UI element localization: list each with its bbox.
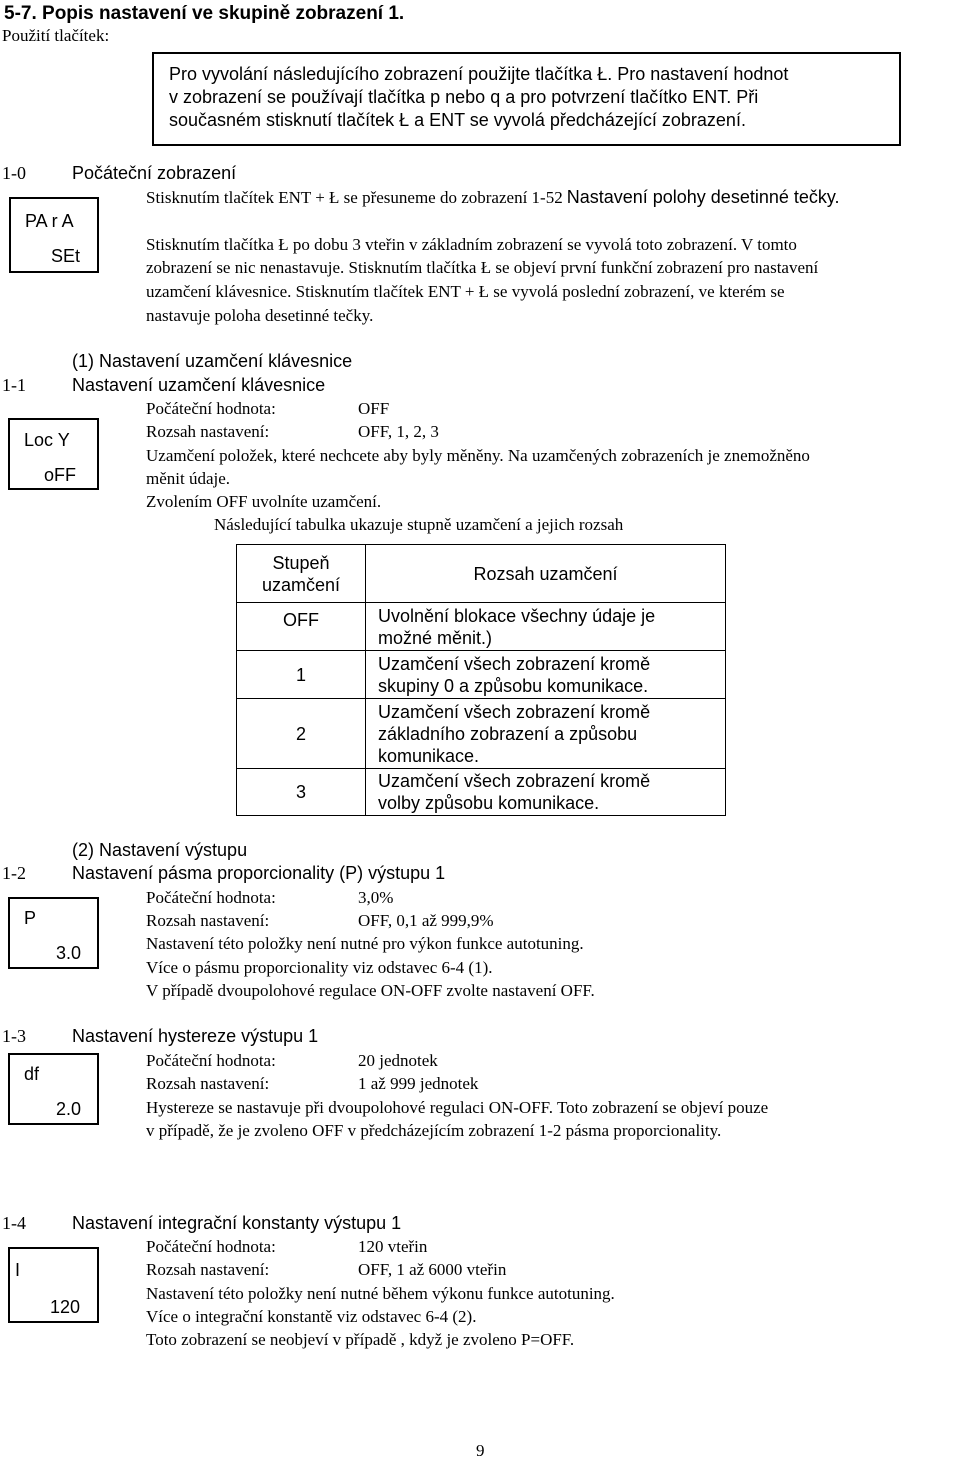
display-bottom: 120 [50, 1297, 81, 1317]
paragraph-line: Nastavení této položky není nutné během výkonu funkce autotuning. [146, 1284, 615, 1303]
section-title: Nastavení pásma proporcionality (P) výstupu 1 [72, 863, 446, 883]
range-line: Uzamčení všech zobrazení kromě [378, 653, 651, 674]
decimal-point-setting-ref: Nastavení polohy desetinné tečky. [566, 187, 840, 207]
header-level-line: uzamčení [261, 574, 341, 595]
display-bottom: 2.0 [56, 1099, 82, 1119]
range-line: Uzamčení všech zobrazení kromě [378, 771, 651, 791]
section-number: 1-1 [2, 375, 26, 395]
table-intro: Následující tabulka ukazuje stupně uzamčení a jejich rozsah [214, 515, 624, 534]
initial-value: 120 vteřin [358, 1237, 428, 1256]
enter-shortcut-text: Stisknutím tlačítek ENT + Ł se přesuneme do zobrazení 1-52 [146, 188, 563, 207]
range-line: skupiny 0 a způsobu komunikace. [378, 675, 649, 696]
paragraph-line: V případě dvoupolohové regulace ON-OFF zvolte nastavení OFF. [146, 981, 595, 1000]
paragraph-line: v případě, že je zvoleno OFF v předcházejícím zobrazení 1-2 pásma proporcionality. [146, 1121, 722, 1140]
level-value: 1 [295, 664, 306, 685]
paragraph-line: měnit údaje. [146, 469, 231, 488]
range-line: Uzamčení všech zobrazení kromě [378, 701, 651, 722]
display-top: PA r A [25, 211, 74, 231]
page-heading: 5-7. Popis nastavení ve skupině zobrazení 1. [4, 3, 405, 24]
header-range: Rozsah uzamčení [473, 563, 618, 584]
info-box [152, 52, 901, 146]
range-cell [366, 699, 726, 769]
level-value: OFF [283, 610, 319, 630]
range-line: Uvolnění blokace všechny údaje je [378, 605, 656, 626]
initial-value: 20 jednotek [358, 1051, 438, 1070]
level-cell [237, 603, 366, 651]
display-proportional-band [8, 897, 99, 969]
range-label: Rozsah nastavení: [146, 1074, 270, 1093]
section-title: Počáteční zobrazení [72, 163, 237, 183]
initial-value: 3,0% [358, 888, 394, 907]
section-number: 1-4 [2, 1213, 26, 1233]
display-bottom: SEt [51, 246, 81, 266]
display-hysteresis [8, 1053, 99, 1125]
initial-value-label: Počáteční hodnota: [146, 888, 276, 907]
level-value: 3 [295, 782, 306, 802]
display-top: Loc Y [24, 430, 70, 450]
level-cell [237, 699, 366, 769]
paragraph-line: uzamčení klávesnice. Stisknutím tlačítek ENT + Ł se vyvolá poslední zobrazení, ve kterém se [146, 282, 785, 301]
buttons-usage-label: Použití tlačítek: [2, 26, 110, 45]
section-title: Nastavení integrační konstanty výstupu 1 [72, 1213, 402, 1233]
group-title: (1) Nastavení uzamčení klávesnice [72, 351, 353, 371]
initial-value-label: Počáteční hodnota: [146, 1051, 276, 1070]
info-line: Pro vyvolání následujícího zobrazení použijte tlačítka Ł. Pro nastavení hodnot [169, 64, 789, 84]
display-top: df [24, 1064, 40, 1084]
initial-value: OFF [358, 399, 390, 418]
paragraph-line: Toto zobrazení se neobjeví v případě , když je zvoleno P=OFF. [146, 1330, 575, 1349]
initial-value-label: Počáteční hodnota: [146, 399, 276, 418]
range-line: možné měnit.) [378, 627, 493, 648]
range-label: Rozsah nastavení: [146, 911, 270, 930]
section-number: 1-0 [2, 163, 26, 183]
level-value: 2 [295, 723, 306, 744]
paragraph-line: Zvolením OFF uvolníte uzamčení. [146, 492, 382, 511]
display-bottom: oFF [44, 465, 77, 485]
paragraph-line: zobrazení se nic nenastavuje. Stisknutím tlačítka Ł se objeví první funkční zobrazení pro nastavení [146, 258, 819, 277]
range-cell [366, 651, 726, 699]
range-line: volby způsobu komunikace. [378, 793, 600, 813]
range-value: OFF, 0,1 až 999,9% [358, 911, 494, 930]
lock-levels-table [236, 544, 726, 816]
paragraph-line: Více o integrační konstantě viz odstavec 6-4 (2). [146, 1307, 477, 1326]
section-number: 1-3 [2, 1026, 26, 1046]
table-row [237, 603, 726, 651]
table-row [237, 699, 726, 769]
initial-value-label: Počáteční hodnota: [146, 1237, 276, 1256]
page-number: 9 [476, 1441, 485, 1460]
table-header-row [237, 545, 726, 603]
display-lock [8, 418, 99, 490]
header-level-line: Stupeň [272, 552, 330, 573]
range-value: OFF, 1 až 6000 vteřin [358, 1260, 507, 1279]
header-level-cell [237, 545, 366, 603]
range-cell [366, 769, 726, 816]
display-top: P [24, 908, 37, 928]
range-value: OFF, 1, 2, 3 [358, 422, 439, 441]
level-cell [237, 651, 366, 699]
range-cell [366, 603, 726, 651]
table-row [237, 651, 726, 699]
display-bottom: 3.0 [56, 943, 82, 963]
range-value: 1 až 999 jednotek [358, 1074, 479, 1093]
info-line: současném stisknutí tlačítek Ł a ENT se vyvolá předcházející zobrazení. [169, 110, 746, 130]
section-title: Nastavení uzamčení klávesnice [72, 375, 326, 395]
info-line: v zobrazení se používají tlačítka p nebo q a pro potvrzení tlačítko ENT. Při [169, 87, 759, 107]
level-cell [237, 769, 366, 816]
paragraph-line: nastavuje poloha desetinné tečky. [146, 306, 374, 325]
header-range-cell [366, 545, 726, 603]
paragraph-line: Nastavení této položky není nutné pro výkon funkce autotuning. [146, 934, 584, 953]
table-row [237, 769, 726, 816]
enter-shortcut-line [146, 186, 840, 209]
range-label: Rozsah nastavení: [146, 422, 270, 441]
paragraph-line: Stisknutím tlačítka Ł po dobu 3 vteřin v základním zobrazení se vyvolá toto zobrazení. V tomto [146, 235, 797, 254]
range-line: základního zobrazení a způsobu [378, 723, 638, 744]
range-label: Rozsah nastavení: [146, 1260, 270, 1279]
display-top: I [15, 1260, 21, 1280]
paragraph-line: Více o pásmu proporcionality viz odstavec 6-4 (1). [146, 958, 493, 977]
section-title: Nastavení hystereze výstupu 1 [72, 1026, 319, 1046]
paragraph-line: Uzamčení položek, které nechcete aby byly měněny. Na uzamčených zobrazeních je znemožněno [146, 446, 810, 465]
section-number: 1-2 [2, 863, 26, 883]
range-line: komunikace. [378, 745, 480, 766]
paragraph-line: Hystereze se nastavuje při dvoupolohové regulaci ON-OFF. Toto zobrazení se objeví pouze [146, 1098, 769, 1117]
group-title: (2) Nastavení výstupu [72, 840, 248, 860]
display-parameter [9, 197, 99, 273]
display-integral-constant [8, 1247, 99, 1323]
